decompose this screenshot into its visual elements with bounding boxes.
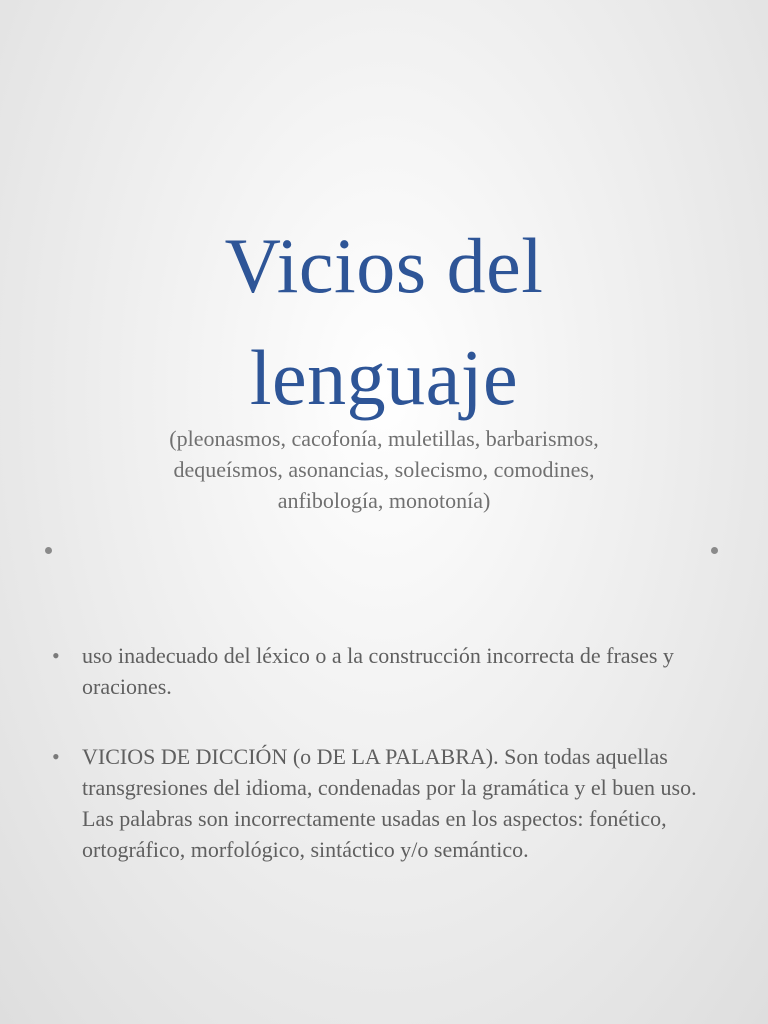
bullet-icon: • [52,744,60,769]
bullet-item [52,741,732,865]
slide-title [0,210,768,434]
subtitle-line-2: dequeísmos, asonancias, solecismo, comodines, [173,457,595,482]
subtitle-line-1: (pleonasmos, cacofonía, muletillas, barbarismos, [169,426,599,451]
subtitle-line-3: anfibología, monotonía) [277,488,491,513]
title-line-2: lenguaje [249,334,519,421]
bullet-text: uso inadecuado del léxico o a la construcción incorrecta de frases y oraciones. [82,643,674,699]
bullet-dot-left-icon [45,547,52,554]
title-line-1: Vicios del [224,222,544,309]
bullet-list [52,640,732,904]
slide-subtitle [60,423,708,516]
bullet-item [52,640,732,702]
bullet-text: VICIOS DE DICCIÓN (o DE LA PALABRA). Son todas aquellas transgresiones del idioma, condenadas por la gramática y el buen uso. Las palabras son incorrectamente usadas en los aspectos: fonético, ortográfico, morfológico, sintáctico y/o semántico. [82,744,697,862]
bullet-dot-right-icon [711,547,718,554]
bullet-icon: • [52,643,60,668]
